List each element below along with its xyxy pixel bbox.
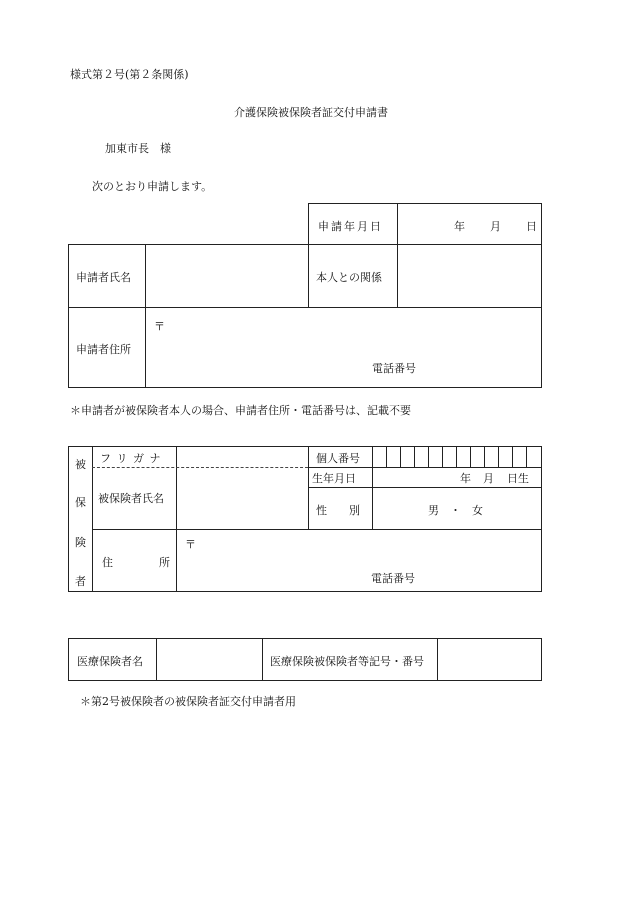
applicant-name-input[interactable]	[145, 244, 309, 308]
side-label-2: 保	[75, 496, 86, 509]
digit-divider	[428, 446, 429, 467]
date-label-cell	[308, 203, 398, 245]
digit-divider	[386, 446, 387, 467]
date-year-label: 年	[454, 220, 465, 233]
insurer-input[interactable]	[156, 638, 263, 681]
gender-label: 性 別	[316, 504, 360, 517]
postal-mark: 〒	[154, 320, 165, 333]
relation-label-cell	[308, 244, 398, 308]
divider	[372, 446, 373, 530]
applicant-phone-label: 電話番号	[372, 362, 416, 375]
insured-name-label: 被保険者氏名	[98, 492, 164, 505]
digit-divider	[456, 446, 457, 467]
birth-day-label: 日生	[507, 472, 529, 485]
applicant-name-label: 申請者氏名	[76, 271, 131, 284]
digit-divider	[512, 446, 513, 467]
furigana-input[interactable]	[177, 447, 308, 466]
insurer-label-cell	[68, 638, 157, 681]
date-day-label: 日	[526, 220, 537, 233]
divider	[308, 487, 542, 488]
applicant-address-label-cell	[68, 307, 146, 388]
gender-options[interactable]: 男 ・ 女	[428, 504, 483, 517]
digit-divider	[442, 446, 443, 467]
intro-text: 次のとおり申請します。	[92, 180, 213, 193]
insured-address-input[interactable]	[177, 530, 541, 591]
divider	[308, 446, 309, 530]
date-input[interactable]	[397, 203, 542, 245]
side-label-3: 険	[75, 536, 86, 549]
form-number: 様式第２号(第２条関係)	[70, 68, 189, 81]
insured-address-label-2: 所	[159, 556, 170, 569]
digit-divider	[484, 446, 485, 467]
applicant-address-input[interactable]	[145, 307, 542, 388]
insured-phone-label: 電話番号	[371, 572, 415, 585]
insured-address-label-1: 住	[102, 556, 113, 569]
date-month-label: 月	[490, 220, 501, 233]
number-input[interactable]	[437, 638, 542, 681]
birthdate-input[interactable]	[373, 468, 541, 487]
date-label: 申請年月日	[318, 220, 383, 233]
insurer-label: 医療保険者名	[77, 655, 143, 668]
side-label-1: 被	[75, 458, 86, 471]
birthdate-label: 生年月日	[312, 472, 356, 485]
birth-month-label: 月	[483, 472, 494, 485]
document-title: 介護保険被保険者証交付申請書	[234, 106, 388, 119]
medical-note: ＊第2号被保険者の被保険者証交付申請者用	[80, 695, 296, 708]
individual-number-label: 個人番号	[316, 452, 360, 465]
relation-label: 本人との関係	[316, 271, 382, 284]
digit-divider	[414, 446, 415, 467]
number-label: 医療保険被保険者等記号・番号	[270, 655, 424, 668]
relation-input[interactable]	[397, 244, 542, 308]
insured-postal-mark: 〒	[185, 538, 196, 551]
applicant-note: ＊申請者が被保険者本人の場合、申請者住所・電話番号は、記載不要	[70, 404, 411, 417]
digit-divider	[526, 446, 527, 467]
insured-name-input[interactable]	[177, 468, 308, 529]
addressee: 加東市長 様	[105, 142, 171, 155]
side-label-4: 者	[75, 575, 86, 588]
birth-year-label: 年	[460, 472, 471, 485]
applicant-address-label: 申請者住所	[76, 343, 131, 356]
digit-divider	[400, 446, 401, 467]
digit-divider	[498, 446, 499, 467]
number-label-cell	[262, 638, 438, 681]
furigana-label: フ リ ガ ナ	[100, 452, 162, 465]
digit-divider	[470, 446, 471, 467]
applicant-name-label-cell	[68, 244, 146, 308]
